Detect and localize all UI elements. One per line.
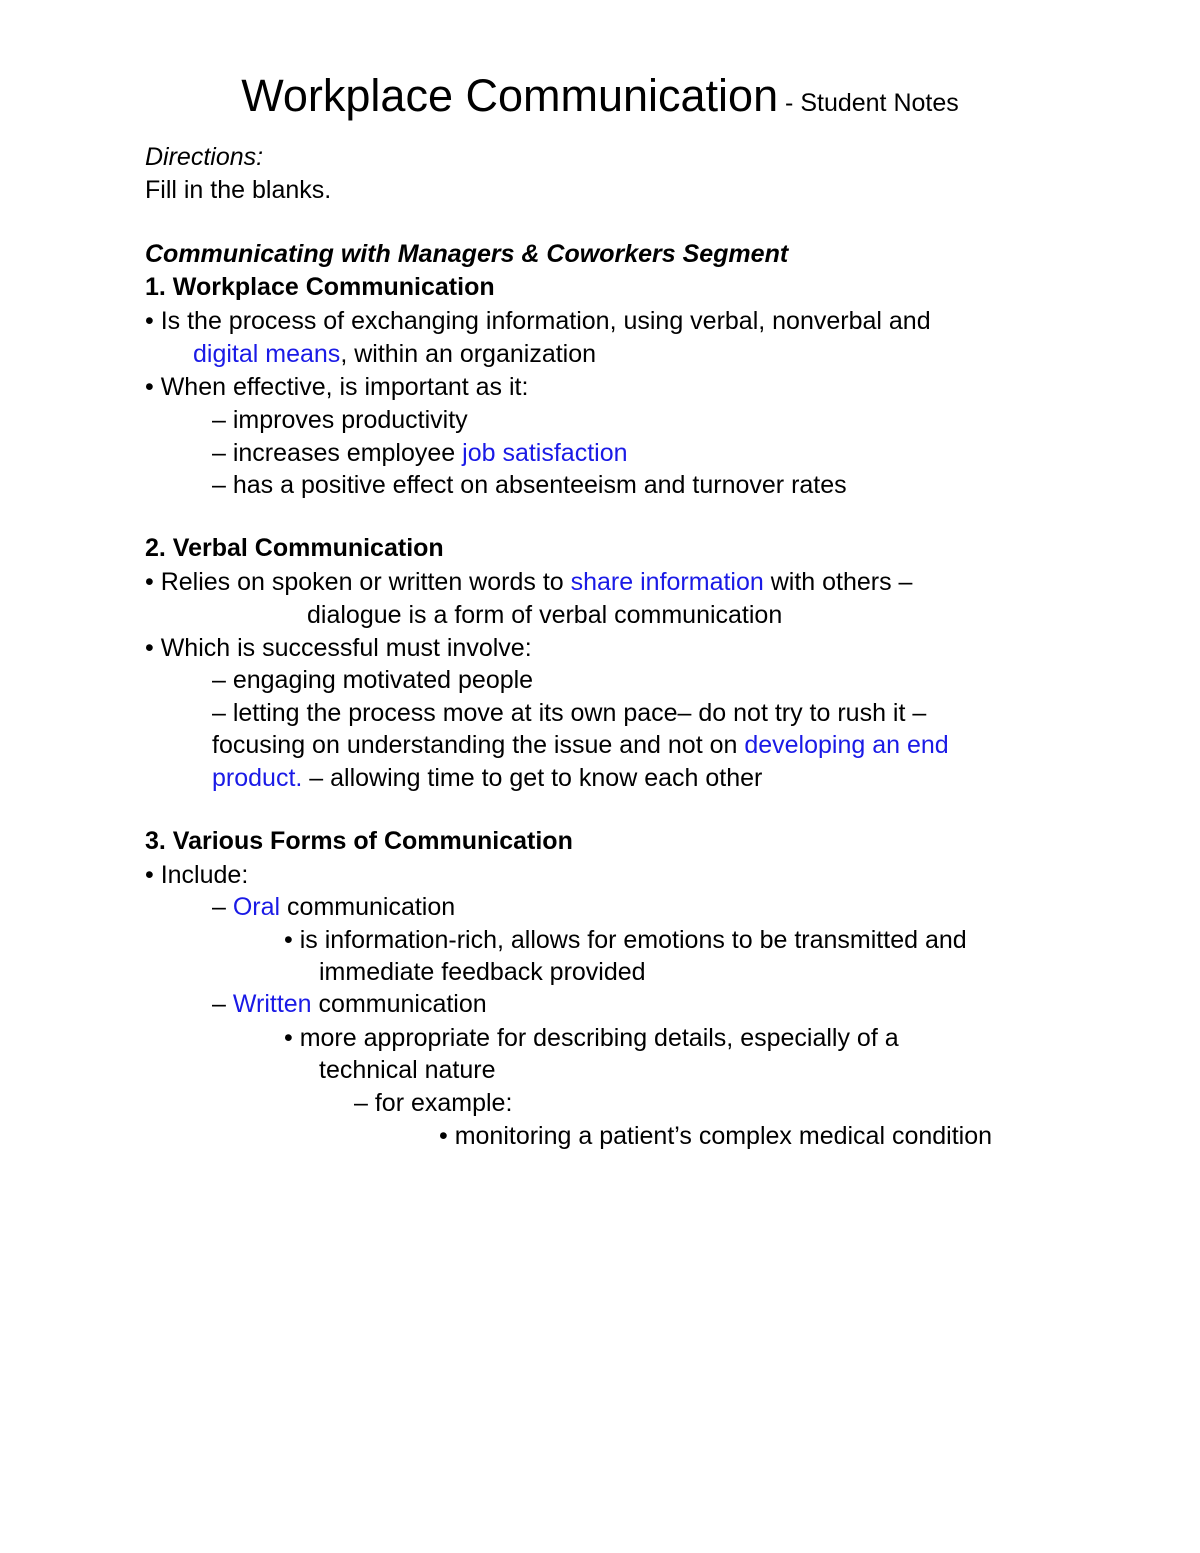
section3-oral — [212, 891, 455, 923]
text-fragment: focusing on understanding the issue and not on — [212, 731, 745, 759]
directions-text: Fill in the blanks. — [145, 176, 332, 204]
blank-answer: product. — [212, 764, 303, 792]
text-fragment: – — [212, 990, 233, 1018]
blank-answer: Oral — [232, 893, 281, 921]
section3-written-detail-cont: technical nature — [319, 1056, 496, 1084]
text-fragment: • Relies on spoken or written words to — [145, 568, 571, 596]
section3-heading: 3. Various Forms of Communication — [145, 827, 573, 855]
segment-heading: Communicating with Managers & Coworkers Segment — [145, 240, 789, 268]
text-fragment: – — [212, 893, 233, 921]
section1-bullet2: • When effective, is important as it: — [145, 373, 529, 401]
section1-dash1: – improves productivity — [212, 406, 468, 434]
section2-dash1: – engaging motivated people — [212, 666, 534, 694]
text-fragment: with others – — [763, 568, 913, 596]
section2-heading: 2. Verbal Communication — [145, 534, 444, 562]
section2-bullet2: • Which is successful must involve: — [145, 634, 532, 662]
section1-bullet1: • Is the process of exchanging information, using verbal, nonverbal and — [145, 307, 931, 335]
blank-answer: Written — [232, 990, 312, 1018]
page-title — [0, 70, 1200, 122]
blank-answer: share information — [570, 568, 764, 596]
section2-dash3 — [212, 729, 949, 761]
section3-oral-detail-cont: immediate feedback provided — [319, 958, 646, 986]
text-fragment: – increases employee — [212, 439, 463, 467]
section1-dash3: – has a positive effect on absenteeism and turnover rates — [212, 471, 847, 499]
section3-bullet1: • Include: — [145, 861, 249, 889]
title-main: Workplace Communication — [241, 70, 779, 121]
section1-heading: 1. Workplace Communication — [145, 273, 495, 301]
text-fragment: – allowing time to get to know each other — [302, 764, 763, 792]
blank-answer: job satisfaction — [462, 439, 628, 467]
section2-dash3-cont — [212, 762, 762, 794]
section2-dash2: – letting the process move at its own pace– do not try to rush it – — [212, 699, 927, 727]
section3-example-item: • monitoring a patient’s complex medical condition — [439, 1122, 993, 1150]
section1-bullet1-cont — [193, 338, 596, 370]
blank-answer: digital means — [193, 340, 341, 368]
section3-oral-detail: • is information-rich, allows for emotions to be transmitted and — [284, 926, 967, 954]
section2-bullet1 — [145, 566, 912, 598]
section3-written — [212, 988, 487, 1020]
title-subtitle: - Student Notes — [778, 89, 959, 117]
section2-bullet1-cont: dialogue is a form of verbal communication — [307, 601, 783, 629]
text-fragment: communication — [311, 990, 487, 1018]
section1-dash2 — [212, 437, 628, 469]
section3-written-detail: • more appropriate for describing details, especially of a — [284, 1024, 899, 1052]
blank-answer: developing an end — [744, 731, 949, 759]
section3-example: – for example: — [354, 1089, 513, 1117]
text-fragment: communication — [280, 893, 456, 921]
text-fragment: , within an organization — [340, 340, 597, 368]
directions-label: Directions: — [145, 143, 264, 171]
